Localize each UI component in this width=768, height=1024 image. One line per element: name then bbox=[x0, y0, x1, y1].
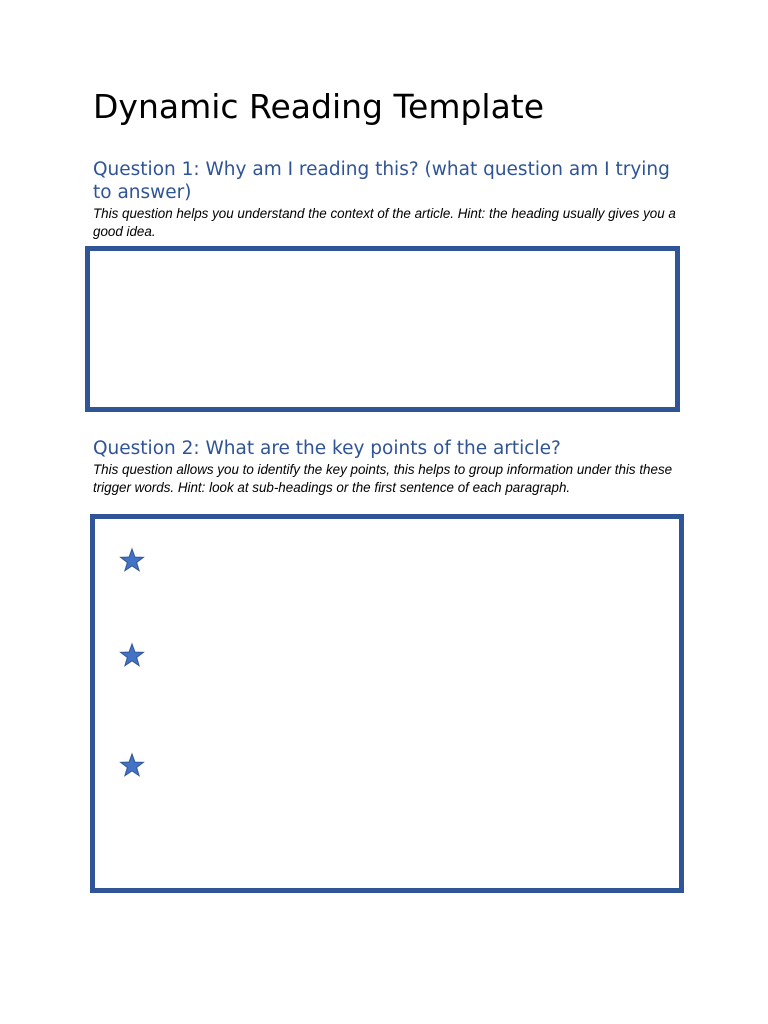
page-title: Dynamic Reading Template bbox=[93, 87, 545, 126]
star-icon bbox=[117, 546, 147, 576]
question-1-hint: This question helps you understand the context of the article. Hint: the heading usually gives you a good idea. bbox=[93, 206, 676, 239]
question-1-heading: Question 1: Why am I reading this? (what question am I trying to answer) bbox=[93, 159, 670, 203]
star-icon bbox=[117, 751, 147, 781]
question-2-hint: This question allows you to identify the key points, this helps to group information under this these trigger words. Hint: look at sub-headings or the first sentence of each paragraph. bbox=[93, 462, 673, 495]
question-2-answer-box[interactable] bbox=[90, 514, 684, 893]
question-1-answer-box[interactable] bbox=[85, 246, 680, 412]
star-icon bbox=[117, 641, 147, 671]
question-2-heading: Question 2: What are the key points of the article? bbox=[93, 438, 561, 459]
